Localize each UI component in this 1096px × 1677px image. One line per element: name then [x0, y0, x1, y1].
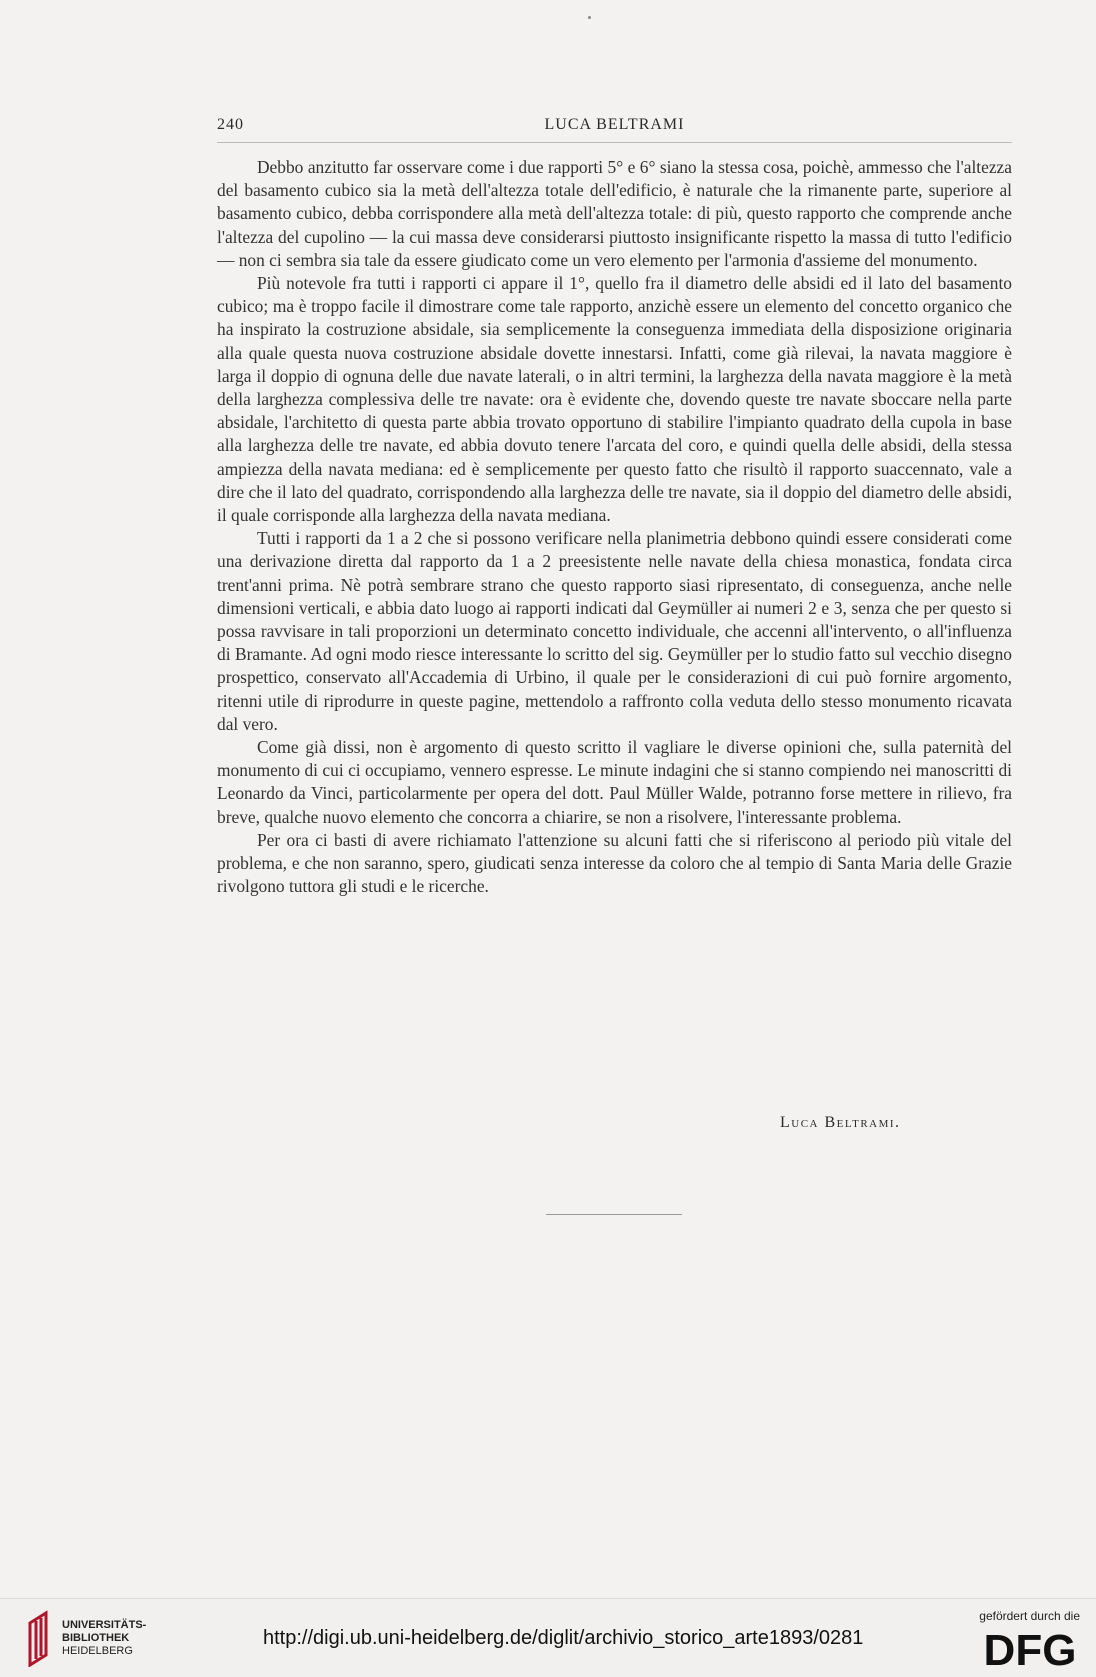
page-number: 240 [217, 116, 244, 133]
paragraph: Per ora ci basti di avere richiamato l'attenzione su alcuni fatti che si riferiscono al periodo più vitale del problema, e che non saranno, spero, giudicati senza interesse da coloro che al tempio di Santa Maria delle Grazie rivolgono tuttora gli studi e le ricerche. [217, 829, 1012, 897]
paragraph: Debbo anzitutto far osservare come i due rapporti 5° e 6° siano la stessa cosa, poichè, ammesso che l'altezza del basamento cubico sia la metà dell'altezza totale dell'edificio, è naturale che la rimanente parte, superiore al basamento cubico, debba corrispondere alla metà dell'altezza totale: di più, questo rapporto che comprende anche l'altezza del cupolino — la cui massa deve considerarsi piuttosto insignificante rispetto la massa di tutto l'edificio — non ci sembra sia tale da essere giudicato come un vero elemento per l'armonia d'assieme del monumento. [217, 157, 1012, 270]
article-body [217, 156, 1012, 899]
paragraph: Come già dissi, non è argomento di questo scritto il vagliare le diverse opinioni che, sulla paternità del monumento di cui ci occupiamo, vennero espresse. Le minute indagini che si stanno compiendo nei manoscritti di Leonardo da Vinci, particolarmente per opera del dott. Paul Müller Walde, potranno forse mettere in rilievo, fra breve, qualche nuovo elemento che concorra a chiarire, se non a risolvere, l'interessante problema. [217, 737, 1012, 827]
running-header [217, 112, 1012, 142]
scan-speck [588, 16, 591, 19]
header-rule [217, 142, 1012, 143]
paragraph: Più notevole fra tutti i rapporti ci appare il 1°, quello fra il diametro delle absidi ed il lato del basamento cubico; ma è troppo facile il dimostrare come tale rapporto, anzichè essere un elemento del concetto organico che ha inspirato la costruzione absidale, sia semplicemente la conseguenza immediata della disposizione originaria alla quale questa nuova costruzione absidale dovette innestarsi. Infatti, come già rilevai, la navata maggiore è larga il doppio di ognuna delle due navate laterali, o in altri termini, la larghezza della navata maggiore è la metà della larghezza complessiva delle tre navate: ora è evidente che, dovendo queste tre navate sboccare nella parte absidale, l'architetto di questa parte abbia trovato opportuno di stabilire l'impianto quadrato della cupola in base alla larghezza delle tre navate, ed abbia dovuto tenere l'arcata del coro, e quindi quella delle absidi, della stessa ampiezza della navata mediana: ed è semplicemente per questo fatto che risultò il rapporto suaccennato, vale a dire che il lato del quadrato, corrispondendo alla larghezza delle tre navate, sia il doppio del diametro delle absidi, il quale corrisponde alla larghezza della navata mediana. [217, 273, 1012, 526]
funding-label: gefördert durch die [979, 1609, 1080, 1623]
digitization-footer [0, 1598, 1096, 1677]
dfg-logo-text: DFG [983, 1626, 1077, 1669]
dfg-logo-icon [980, 1625, 1080, 1669]
end-rule [546, 1214, 682, 1215]
library-name: UNIVERSITÄTS- BIBLIOTHEK HEIDELBERG [62, 1619, 147, 1657]
author-signature: Luca Beltrami. [780, 1114, 901, 1131]
paragraph: Tutti i rapporti da 1 a 2 che si possono verificare nella planimetria debbono quindi essere considerati come una derivazione diretta dal rapporto da 1 a 2 preesistente nelle navate della chiesa monastica, fondata circa trent'anni prima. Nè potrà sembrare strano che questo rapporto siasi ripresentato, di conseguenza, anche nelle dimensioni verticali, e abbia dato luogo ai rapporti indicati dal Geymüller ai numeri 2 e 3, senza che per questo si possa ravvisare in tali proporzioni un determinato concetto individuale, che accenni all'intervento, o all'influenza di Bramante. Ad ogni modo riesce interessante lo scritto del sig. Geymüller per lo studio fatto sul vecchio disegno prospettico, conservato all'Accademia di Urbino, il quale per le considerazioni di cui può fornire argomento, ritenni utile di riprodurre in queste pagine, mettendolo a raffronto colla veduta dello stesso monumento ricavata dal vero. [217, 528, 1012, 734]
source-url[interactable]: http://digi.ub.uni-heidelberg.de/diglit/archivio_storico_arte1893/0281 [263, 1627, 864, 1649]
running-title: LUCA BELTRAMI [544, 116, 685, 133]
